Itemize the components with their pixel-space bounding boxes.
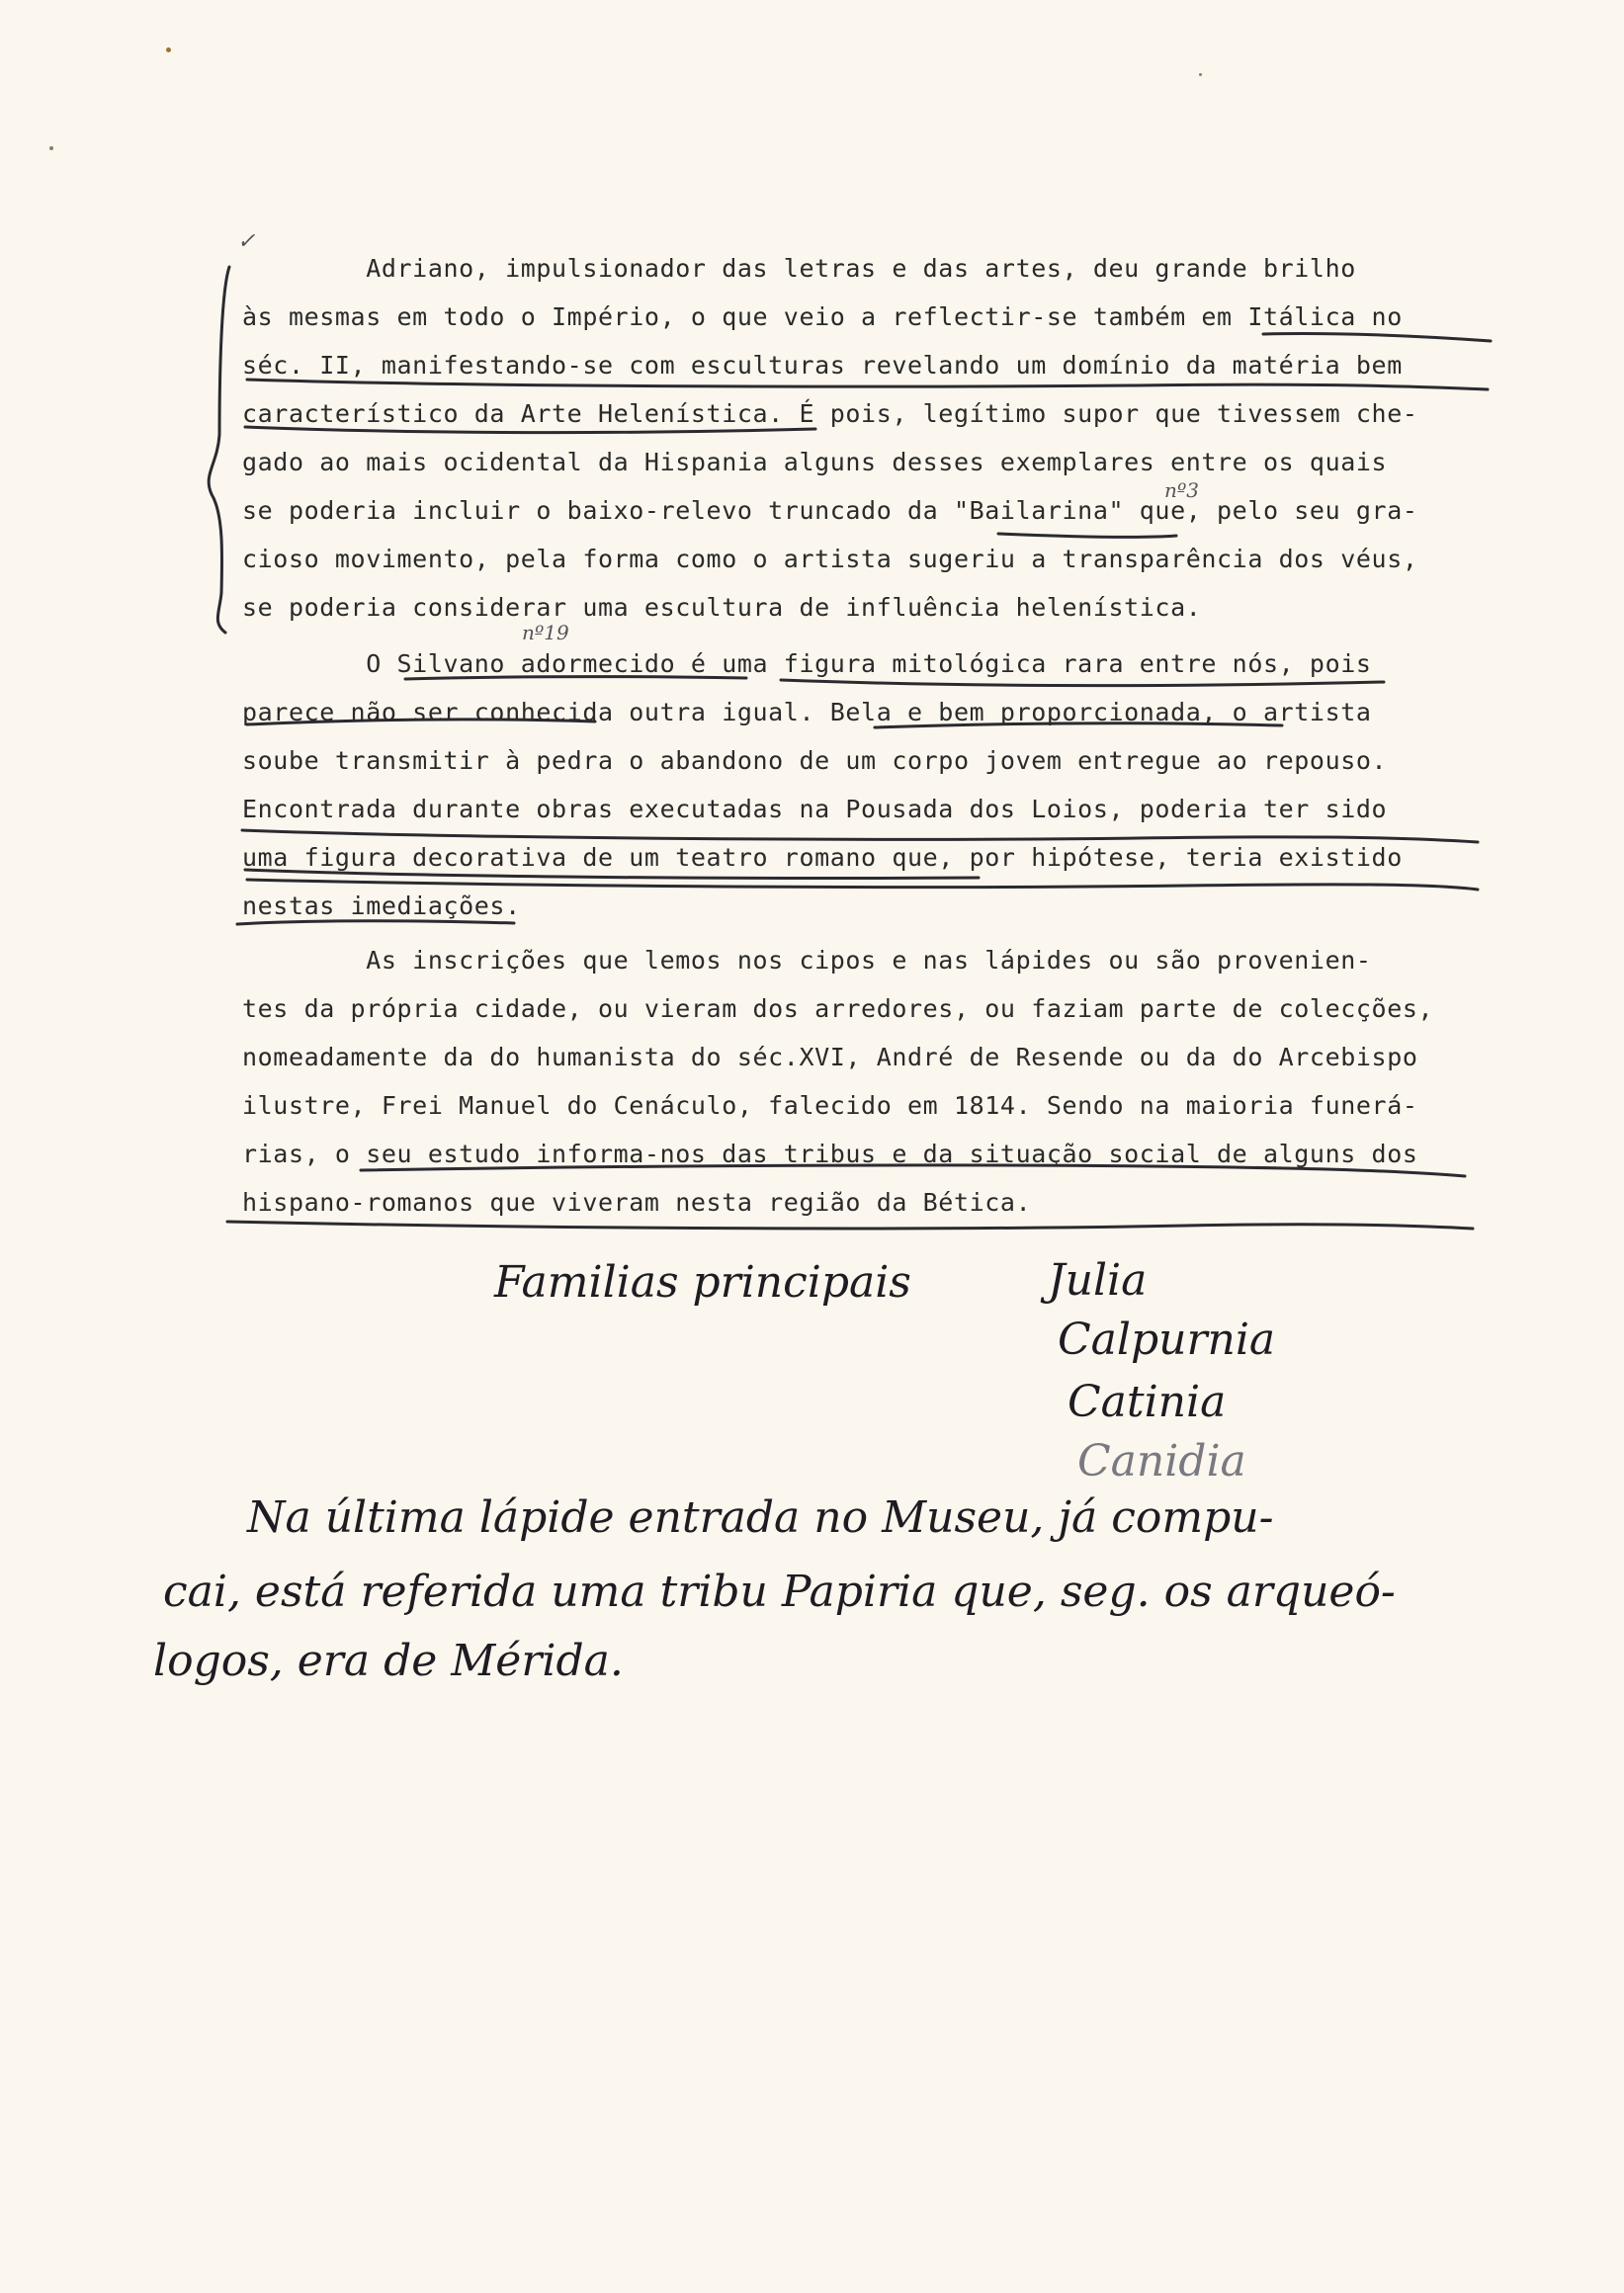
typed-line: As inscrições que lemos nos cipos e nas lápides ou são provenien- (242, 946, 1372, 975)
note-line: logos, era de Mérida. (153, 1636, 624, 1686)
note-line: cai, está referida uma tribu Papiria que, seg. os arqueó- (163, 1567, 1396, 1617)
typed-line: às mesmas em todo o Império, o que veio a reflectir-se também em Itálica no (242, 302, 1403, 331)
typed-line: uma figura decorativa de um teatro romano que, por hipótese, teria existido (242, 843, 1403, 872)
typed-line: nomeadamente da do humanista do séc.XVI, André de Resende ou da do Arcebispo (242, 1043, 1418, 1071)
typed-line: Encontrada durante obras executadas na Pousada dos Loios, poderia ter sido (242, 795, 1388, 823)
typed-line: se poderia incluir o baixo-relevo truncado da "Bailarina" que, pelo seu gra- (242, 496, 1418, 525)
paper-speck (49, 146, 53, 150)
paper-speck (166, 47, 171, 52)
typed-line: O Silvano adormecido é uma figura mitológica rara entre nós, pois (242, 649, 1372, 678)
typed-line: parece não ser conhecida outra igual. Bela e bem proporcionada, o artista (242, 698, 1372, 726)
typed-line: Adriano, impulsionador das letras e das artes, deu grande brilho (242, 254, 1356, 283)
family-name: Julia (1048, 1255, 1148, 1306)
paper-speck (1199, 73, 1202, 76)
note-line: Na última lápide entrada no Museu, já compu- (247, 1492, 1274, 1543)
family-name: Canidia (1077, 1436, 1246, 1486)
typed-line: cioso movimento, pela forma como o artista sugeriu a transparência dos véus, (242, 545, 1418, 573)
familias-label: Familias principais (494, 1257, 911, 1308)
typed-line: gado ao mais ocidental da Hispania alguns desses exemplares entre os quais (242, 448, 1388, 476)
typed-line: característico da Arte Helenística. É pois, legítimo supor que tivessem che- (242, 399, 1418, 428)
check-mark: ✓ (237, 229, 256, 254)
typed-line: nestas imediações. (242, 892, 521, 920)
typed-line: ilustre, Frei Manuel do Cenáculo, falecido em 1814. Sendo na maioria funerá- (242, 1091, 1418, 1120)
silvano-number-note: nº19 (522, 621, 569, 644)
typed-line: soube transmitir à pedra o abandono de um corpo jovem entregue ao repouso. (242, 746, 1388, 775)
bailarina-number-note: nº3 (1164, 478, 1200, 502)
family-name: Catinia (1068, 1377, 1227, 1427)
typed-line: se poderia considerar uma escultura de influência helenística. (242, 593, 1202, 622)
typed-line: hispano-romanos que viveram nesta região da Bética. (242, 1188, 1032, 1217)
typed-line: tes da própria cidade, ou vieram dos arredores, ou faziam parte de colecções, (242, 994, 1434, 1023)
family-name: Calpurnia (1058, 1315, 1276, 1365)
typed-line: séc. II, manifestando-se com esculturas revelando um domínio da matéria bem (242, 351, 1403, 380)
typed-line: rias, o seu estudo informa-nos das tribus e da situação social de alguns dos (242, 1140, 1418, 1168)
